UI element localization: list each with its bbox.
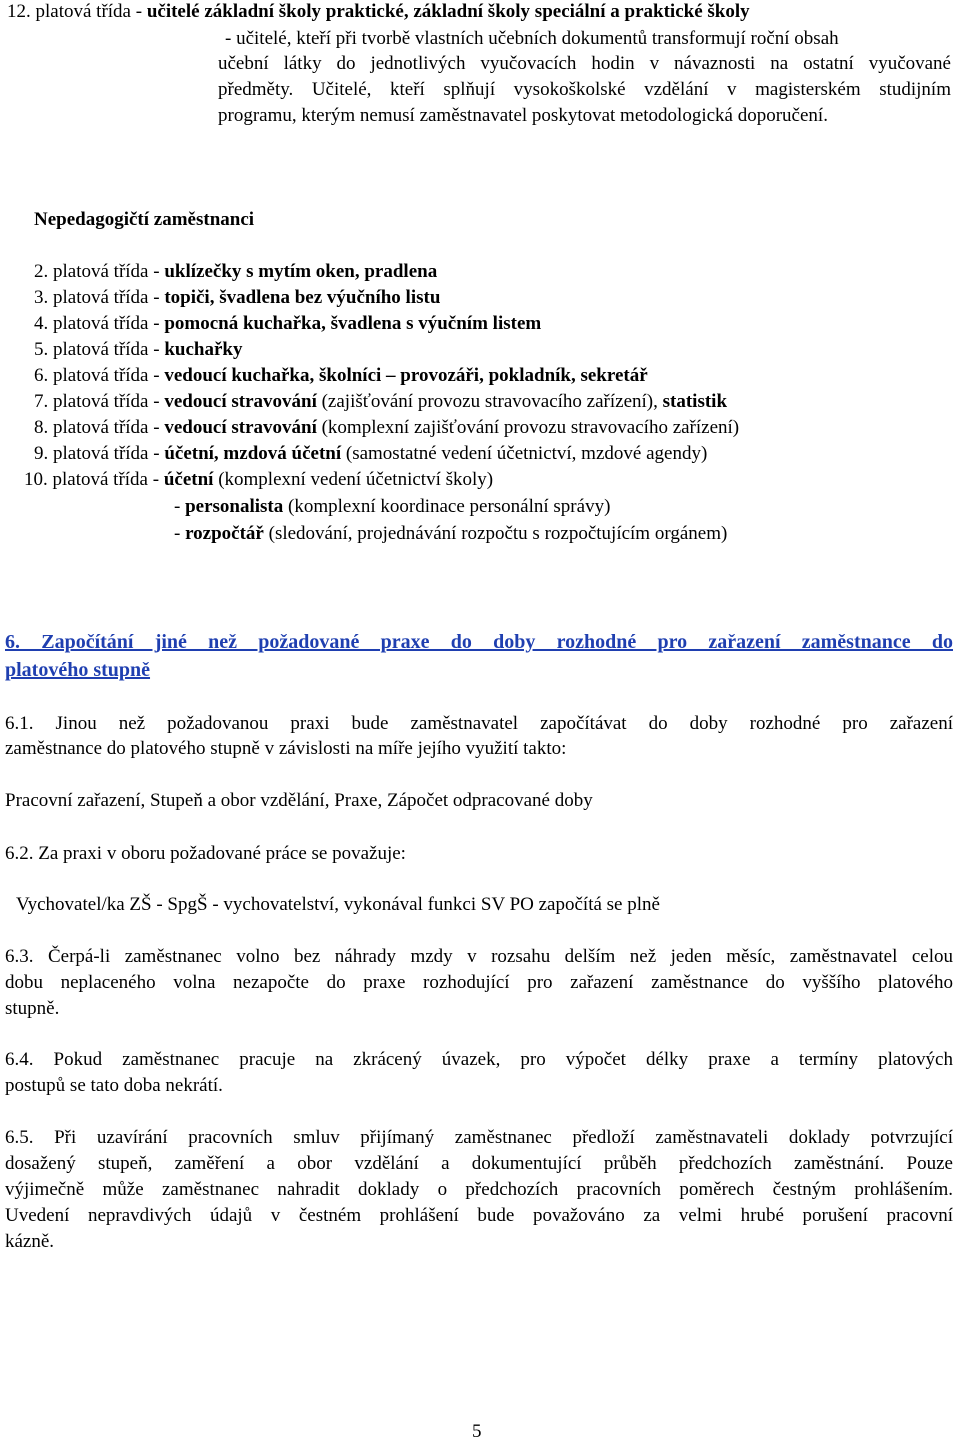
p63-line1: 6.3. Čerpá-li zaměstnanec volno bez náhrady mzdy v rozsahu delším než jeden měsíc, zaměstnavatel celou xyxy=(5,946,953,967)
p63-line2: dobu neplaceného volna nezapočte do praxe rozhodující pro zařazení zaměstnance do vyššího platového xyxy=(5,972,953,993)
p61-line2: zaměstnance do platového stupně v závislosti na míře jejího využití takto: xyxy=(5,738,567,759)
nonped-title: Nepedagogičtí zaměstnanci xyxy=(34,209,255,230)
p12-number: 12. platová třída xyxy=(7,1,131,22)
nonped-row: 8. platová třída - vedoucí stravování (komplexní zajišťování provozu stravovacího zařízení) xyxy=(34,417,740,438)
p62: 6.2. Za praxi v oboru požadované práce se považuje: xyxy=(5,843,406,864)
nonped-extra-row: - personalista (komplexní koordinace personální správy) xyxy=(174,496,611,517)
nonped-row: 4. platová třída - pomocná kuchařka, švadlena s výučním listem xyxy=(34,313,542,334)
section6-heading-line1: 6. Započítání jiné než požadované praxe do doby rozhodné pro zařazení zaměstnance do xyxy=(5,631,953,653)
p12-title: učitelé základní školy praktické, základní školy speciální a praktické školy xyxy=(146,1,750,22)
p12-line2: - učitelé, kteří při tvorbě vlastních učebních dokumentů transformují roční obsah xyxy=(225,28,839,49)
p63-line3: stupně. xyxy=(5,998,60,1019)
nonped-row: 10. platová třída - účetní (komplexní vedení účetnictví školy) xyxy=(24,469,494,490)
nonped-row: 5. platová třída - kuchařky xyxy=(34,339,243,360)
p64-line2: postupů se tato doba nekrátí. xyxy=(5,1075,223,1096)
p12-line5: programu, kterým nemusí zaměstnavatel poskytovat metodologická doporučení. xyxy=(218,105,828,126)
nonped-row: 6. platová třída - vedoucí kuchařka, školníci – provozáři, pokladník, sekretář xyxy=(34,365,648,386)
nonped-row: 9. platová třída - účetní, mzdová účetní (samostatné vedení účetnictví, mzdové agendy) xyxy=(34,443,708,464)
p65-line4: Uvedení nepravdivých údajů v čestném prohlášení bude považováno za velmi hrubé porušení pracovní xyxy=(5,1205,953,1226)
nonped-row: 7. platová třída - vedoucí stravování (zajišťování provozu stravovacího zařízení), statistik xyxy=(34,391,728,412)
p12-line3: učební látky do jednotlivých vyučovacích hodin v návaznosti na ostatní vyučované xyxy=(218,53,951,74)
nonped-extra-row: - rozpočtář (sledování, projednávání rozpočtu s rozpočtujícím orgánem) xyxy=(174,523,728,544)
nonped-row: 3. platová třída - topiči, švadlena bez výučního listu xyxy=(34,287,441,308)
p12-line1: 12. platová třída - učitelé základní školy praktické, základní školy speciální a praktické školy xyxy=(7,1,750,22)
p65-line2: dosažený stupeň, zaměření a obor vzdělání a dokumentující průběh předchozích zaměstnání. Pouze xyxy=(5,1153,953,1174)
p65-line5: kázně. xyxy=(5,1231,55,1252)
p12-line4: předměty. Učitelé, kteří splňují vysokoškolské vzdělání v magisterském studijním xyxy=(218,79,951,100)
nonped-row: 2. platová třída - uklízečky s mytím oken, pradlena xyxy=(34,261,438,282)
p62-row: Vychovatel/ka ZŠ - SpgŠ - vychovatelství, vykonával funkci SV PO započítá se plně xyxy=(16,894,660,915)
p64-line1: 6.4. Pokud zaměstnanec pracuje na zkrácený úvazek, pro výpočet délky praxe a termíny platových xyxy=(5,1049,953,1070)
page-number: 5 xyxy=(472,1421,482,1442)
p65-line3: výjimečně může zaměstnanec nahradit doklady o předchozích pracovních poměrech čestným prohlášením. xyxy=(5,1179,953,1200)
section6-heading-line2: platového stupně xyxy=(5,659,151,681)
p61-line1: 6.1. Jinou než požadovanou praxi bude zaměstnavatel započítávat do doby rozhodné pro zařazení xyxy=(5,713,953,734)
p65-line1: 6.5. Při uzavírání pracovních smluv přijímaný zaměstnanec předloží zaměstnavateli doklady potvrzující xyxy=(5,1127,953,1148)
table-header: Pracovní zařazení, Stupeň a obor vzdělání, Praxe, Zápočet odpracované doby xyxy=(5,790,593,811)
